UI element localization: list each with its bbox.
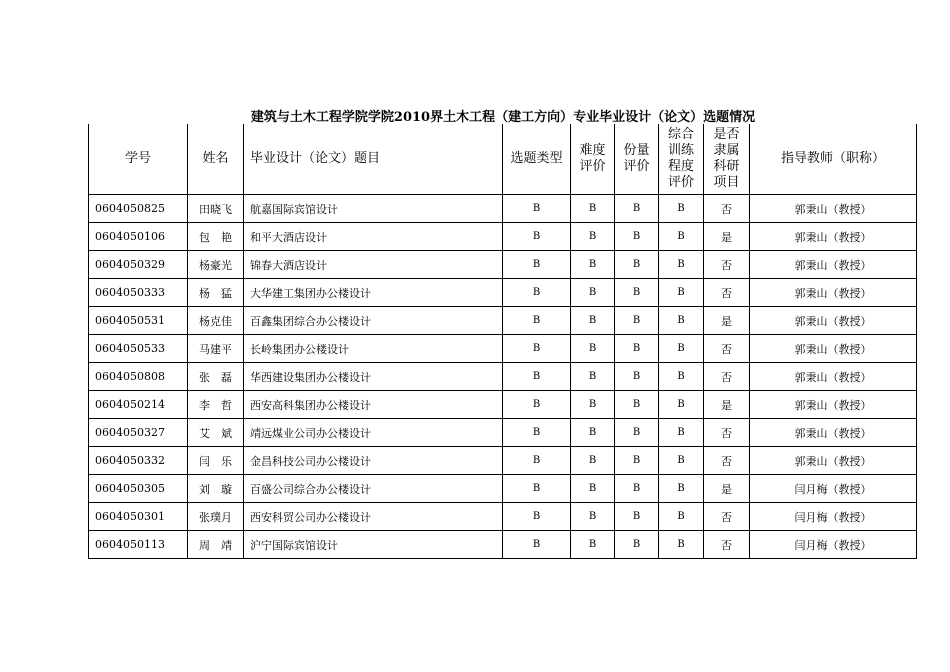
cell-type: B — [503, 223, 571, 251]
cell-topic: 锦春大酒店设计 — [244, 251, 503, 279]
cell-type: B — [503, 363, 571, 391]
cell-name: 刘 璇 — [188, 475, 244, 503]
cell-name: 闫 乐 — [188, 447, 244, 475]
cell-topic: 大华建工集团办公楼设计 — [244, 279, 503, 307]
cell-student-id: 0604050113 — [89, 531, 188, 559]
cell-training: B — [659, 447, 704, 475]
cell-type: B — [503, 251, 571, 279]
cell-type: B — [503, 419, 571, 447]
cell-student-id: 0604050808 — [89, 363, 188, 391]
cell-research: 否 — [704, 251, 750, 279]
cell-topic: 沪宁国际宾馆设计 — [244, 531, 503, 559]
cell-advisor: 郭秉山（教授） — [750, 335, 917, 363]
cell-student-id: 0604050531 — [89, 307, 188, 335]
cell-workload: B — [615, 531, 659, 559]
cell-name: 包 艳 — [188, 223, 244, 251]
cell-type: B — [503, 335, 571, 363]
cell-name: 张璞月 — [188, 503, 244, 531]
table-row — [89, 251, 917, 279]
cell-training: B — [659, 503, 704, 531]
header-advisor: 指导教师（职称） — [750, 124, 917, 195]
cell-difficulty: B — [571, 223, 615, 251]
cell-name: 杨豪光 — [188, 251, 244, 279]
header-student-id: 学号 — [89, 124, 188, 195]
cell-difficulty: B — [571, 335, 615, 363]
cell-difficulty: B — [571, 419, 615, 447]
cell-type: B — [503, 307, 571, 335]
cell-advisor: 闫月梅（教授） — [750, 475, 917, 503]
table-row — [89, 223, 917, 251]
cell-type: B — [503, 391, 571, 419]
cell-name: 马建平 — [188, 335, 244, 363]
header-topic: 毕业设计（论文）题目 — [244, 124, 503, 195]
cell-name: 杨 猛 — [188, 279, 244, 307]
table-row — [89, 363, 917, 391]
cell-type: B — [503, 531, 571, 559]
cell-advisor: 郭秉山（教授） — [750, 447, 917, 475]
table-row — [89, 391, 917, 419]
cell-research: 否 — [704, 335, 750, 363]
table-row — [89, 335, 917, 363]
cell-student-id: 0604050301 — [89, 503, 188, 531]
cell-difficulty: B — [571, 363, 615, 391]
cell-training: B — [659, 335, 704, 363]
cell-student-id: 0604050333 — [89, 279, 188, 307]
cell-advisor: 郭秉山（教授） — [750, 419, 917, 447]
cell-research: 是 — [704, 223, 750, 251]
table-row — [89, 279, 917, 307]
cell-name: 田晓飞 — [188, 195, 244, 223]
table-row — [89, 503, 917, 531]
cell-topic: 金昌科技公司办公楼设计 — [244, 447, 503, 475]
cell-topic: 靖远煤业公司办公楼设计 — [244, 419, 503, 447]
cell-advisor: 郭秉山（教授） — [750, 307, 917, 335]
cell-topic: 华西建设集团办公楼设计 — [244, 363, 503, 391]
cell-difficulty: B — [571, 195, 615, 223]
header-difficulty: 难度评价 — [571, 124, 615, 195]
cell-research: 否 — [704, 419, 750, 447]
cell-difficulty: B — [571, 391, 615, 419]
table-body — [89, 195, 917, 559]
cell-topic: 航嘉国际宾馆设计 — [244, 195, 503, 223]
cell-difficulty: B — [571, 251, 615, 279]
cell-workload: B — [615, 307, 659, 335]
cell-name: 张 磊 — [188, 363, 244, 391]
cell-name: 艾 斌 — [188, 419, 244, 447]
cell-type: B — [503, 195, 571, 223]
cell-type: B — [503, 447, 571, 475]
cell-advisor: 郭秉山（教授） — [750, 363, 917, 391]
cell-topic: 百鑫集团综合办公楼设计 — [244, 307, 503, 335]
cell-type: B — [503, 503, 571, 531]
cell-workload: B — [615, 195, 659, 223]
cell-student-id: 0604050106 — [89, 223, 188, 251]
cell-research: 否 — [704, 447, 750, 475]
cell-student-id: 0604050305 — [89, 475, 188, 503]
cell-workload: B — [615, 279, 659, 307]
cell-advisor: 郭秉山（教授） — [750, 279, 917, 307]
cell-topic: 和平大酒店设计 — [244, 223, 503, 251]
cell-training: B — [659, 251, 704, 279]
header-row — [89, 124, 917, 195]
cell-research: 否 — [704, 531, 750, 559]
cell-workload: B — [615, 447, 659, 475]
header-type: 选题类型 — [503, 124, 571, 195]
cell-research: 否 — [704, 279, 750, 307]
cell-student-id: 0604050533 — [89, 335, 188, 363]
table-row — [89, 419, 917, 447]
cell-difficulty: B — [571, 531, 615, 559]
cell-advisor: 郭秉山（教授） — [750, 195, 917, 223]
cell-difficulty: B — [571, 475, 615, 503]
cell-name: 周 靖 — [188, 531, 244, 559]
cell-name: 杨克佳 — [188, 307, 244, 335]
header-workload: 份量评价 — [615, 124, 659, 195]
cell-name: 李 哲 — [188, 391, 244, 419]
cell-workload: B — [615, 335, 659, 363]
header-training: 综合训练程度评价 — [659, 124, 704, 195]
cell-research: 是 — [704, 307, 750, 335]
cell-student-id: 0604050329 — [89, 251, 188, 279]
header-name: 姓名 — [188, 124, 244, 195]
cell-workload: B — [615, 223, 659, 251]
cell-advisor: 郭秉山（教授） — [750, 391, 917, 419]
table-row — [89, 475, 917, 503]
cell-training: B — [659, 223, 704, 251]
table-row — [89, 195, 917, 223]
cell-research: 是 — [704, 475, 750, 503]
cell-type: B — [503, 279, 571, 307]
cell-difficulty: B — [571, 503, 615, 531]
cell-advisor: 郭秉山（教授） — [750, 223, 917, 251]
cell-workload: B — [615, 251, 659, 279]
cell-training: B — [659, 475, 704, 503]
cell-workload: B — [615, 475, 659, 503]
header-research: 是否隶属科研项目 — [704, 124, 750, 195]
cell-workload: B — [615, 391, 659, 419]
cell-research: 否 — [704, 195, 750, 223]
cell-workload: B — [615, 419, 659, 447]
cell-workload: B — [615, 363, 659, 391]
cell-research: 否 — [704, 503, 750, 531]
cell-difficulty: B — [571, 307, 615, 335]
document-title: 建筑与土木工程学院学院2010界土木工程（建工方向）专业毕业设计（论文）选题情况 — [250, 110, 756, 125]
cell-student-id: 0604050327 — [89, 419, 188, 447]
cell-training: B — [659, 363, 704, 391]
cell-training: B — [659, 279, 704, 307]
cell-type: B — [503, 475, 571, 503]
cell-training: B — [659, 391, 704, 419]
cell-difficulty: B — [571, 447, 615, 475]
cell-student-id: 0604050332 — [89, 447, 188, 475]
cell-training: B — [659, 307, 704, 335]
cell-research: 否 — [704, 363, 750, 391]
cell-workload: B — [615, 503, 659, 531]
topic-selection-table — [88, 124, 917, 559]
table-row — [89, 531, 917, 559]
cell-difficulty: B — [571, 279, 615, 307]
cell-research: 是 — [704, 391, 750, 419]
cell-training: B — [659, 419, 704, 447]
cell-student-id: 0604050214 — [89, 391, 188, 419]
cell-topic: 西安高科集团办公楼设计 — [244, 391, 503, 419]
cell-training: B — [659, 531, 704, 559]
cell-student-id: 0604050825 — [89, 195, 188, 223]
cell-topic: 西安科贸公司办公楼设计 — [244, 503, 503, 531]
cell-topic: 长岭集团办公楼设计 — [244, 335, 503, 363]
table-row — [89, 447, 917, 475]
cell-training: B — [659, 195, 704, 223]
cell-advisor: 郭秉山（教授） — [750, 251, 917, 279]
table-row — [89, 307, 917, 335]
cell-topic: 百盛公司综合办公楼设计 — [244, 475, 503, 503]
cell-advisor: 闫月梅（教授） — [750, 503, 917, 531]
cell-advisor: 闫月梅（教授） — [750, 531, 917, 559]
